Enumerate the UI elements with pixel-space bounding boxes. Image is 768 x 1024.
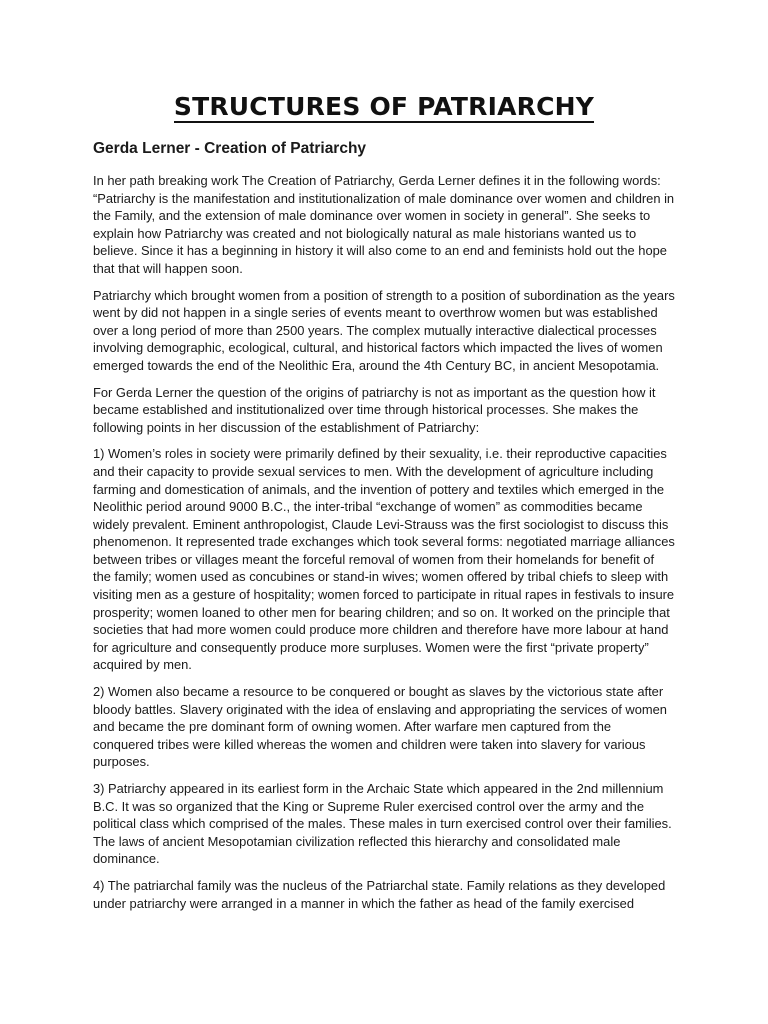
section-heading: Gerda Lerner - Creation of Patriarchy [93, 140, 367, 157]
paragraph-origins: For Gerda Lerner the question of the origins of patriarchy is not as important as the question how it became established and institutionalized over time through historical processes. She makes the following points in her discussion of the establishment of Patriarchy: [93, 384, 656, 435]
paragraph-point-4: 4) The patriarchal family was the nucleus of the Patriarchal state. Family relations as they developed under patriarchy were arranged in a manner in which the father as head of the family exercised [93, 877, 666, 911]
document-title-text: STRUCTURES OF PATRIARCHY [173, 92, 595, 121]
paragraph-development: Patriarchy which brought women from a position of strength to a position of subordination as the years went by did not happen in a single series of events meant to overthrow women but was established over a long period of more than 2500 years. The complex mutually interactive dialectical processes involving demographic, ecological, cultural, and historical factors which impacted the lives of women emerged towards the end of the Neolithic Era, around the 4th Century BC, in ancient Mesopotamia. [93, 287, 675, 373]
document-title [93, 92, 675, 123]
paragraph-point-3: 3) Patriarchy appeared in its earliest form in the Archaic State which appeared in the 2nd millennium B.C. It was so organized that the King or Supreme Ruler exercised control over the army and the political class which comprised of the males. These males in turn exercised control over their families. The laws of ancient Mesopotamian civilization reflected this hierarchy and consolidated male dominance. [93, 781, 672, 867]
document-body [93, 92, 675, 912]
paragraph-intro: In her path breaking work The Creation of Patriarchy, Gerda Lerner defines it in the following words: “Patriarchy is the manifestation and institutionalization of male dominance over women and children in the Family, and the extension of male dominance over women in society in general”. She seeks to explain how Patriarchy was created and not biologically natural as male historians wanted us to believe. Since it has a beginning in history it will also come to an end and feminists hold out the hope that that will happen soon. [93, 173, 675, 276]
paragraph-point-2: 2) Women also became a resource to be conquered or bought as slaves by the victorious state after bloody battles. Slavery originated with the idea of enslaving and appropriating the services of women and became the pre dominant form of owning women. After warfare men captured from the conquered tribes were killed whereas the women and children were taken into slavery for various purposes. [93, 684, 667, 770]
paragraph-point-1: 1) Women’s roles in society were primarily defined by their sexuality, i.e. their reproductive capacities and their capacity to provide sexual services to men. With the development of agriculture including farming and domestication of animals, and the invention of pottery and textiles which emerged in the Neolithic period around 9000 B.C., the inter-tribal “exchange of women” as commodities became widely prevalent. Eminent anthropologist, Claude Levi-Strauss was the first sociologist to discuss this phenomenon. It represented trade exchanges which took several forms: negotiated marriage alliances between tribes or villages meant the forceful removal of women from their homelands for benefit of the family; women used as concubines or stand-in wives; women offered by tribal chiefs to sleep with visiting men as a gesture of hospitality; women forced to participate in ritual rapes in festivals to insure prosperity; women loaned to other men for bearing children; and so on. It worked on the principle that societies that had more women could produce more children and therefore have more labour at hand for agriculture and consequently produce more surpluses. Women were the first “private property” acquired by men. [93, 446, 675, 673]
